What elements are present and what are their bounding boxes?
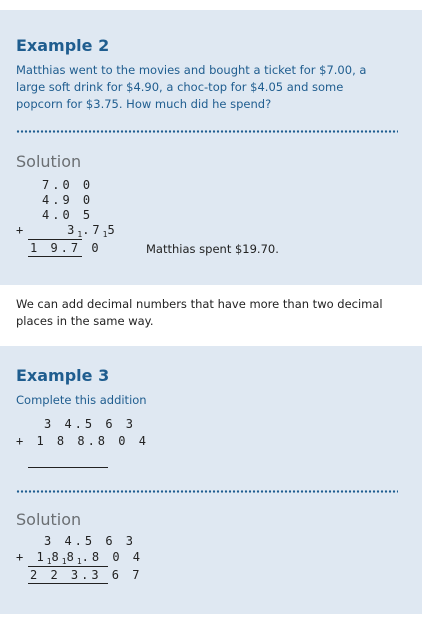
example-2-panel bbox=[0, 10, 422, 285]
sum-line-top bbox=[28, 566, 108, 567]
addend-1: 7.0 0 bbox=[42, 178, 94, 192]
carry-digit: 1 bbox=[61, 557, 67, 566]
digits: .8 0 4 bbox=[81, 550, 144, 564]
digit: 8 bbox=[51, 550, 62, 564]
dotted-divider bbox=[16, 490, 398, 493]
example-2-result: 1 9.7 0 bbox=[30, 241, 102, 255]
digit: .7 bbox=[82, 223, 103, 237]
addend-3: 4.0 5 bbox=[42, 208, 94, 222]
answer-line bbox=[28, 467, 108, 468]
digit: 3 bbox=[67, 223, 78, 237]
plus-sign: + bbox=[16, 550, 27, 564]
carry-digit: 1 bbox=[77, 230, 83, 239]
carry-digit: 1 bbox=[76, 557, 82, 566]
sum-line-bottom bbox=[28, 583, 108, 584]
dotted-divider bbox=[16, 130, 398, 133]
plus-sign: + bbox=[16, 223, 27, 237]
middle-paragraph: We can add decimal numbers that have more than two decimal places in the same way. bbox=[16, 297, 383, 328]
digit: 1 bbox=[36, 550, 47, 564]
addend-4-row bbox=[16, 223, 118, 239]
carry-digit: 1 bbox=[46, 557, 52, 566]
example-2-answer: Matthias spent $19.70. bbox=[146, 242, 279, 256]
example-3-solution-label: Solution bbox=[16, 510, 82, 529]
example-3-prompt: Complete this addition bbox=[16, 393, 147, 407]
addend-2: 4.9 0 bbox=[42, 193, 94, 207]
solution-result: 2 2 3.3 6 7 bbox=[30, 568, 143, 582]
example-2-problem: Matthias went to the movies and bought a ticket for $7.00, a large soft drink for $4.90, a choc-top for $4.05 and some popcorn for $3.75. How much did he spend? bbox=[16, 63, 367, 111]
example-2-heading: Example 2 bbox=[16, 36, 110, 55]
example-3-panel bbox=[0, 346, 422, 614]
example-3-bottom-number: + 1 8 8.8 0 4 bbox=[16, 434, 149, 448]
solution-bottom-number bbox=[16, 550, 143, 566]
sum-line-bottom bbox=[28, 256, 82, 257]
carry-digit: 1 bbox=[102, 230, 108, 239]
sum-line-top bbox=[28, 239, 82, 240]
example-3-top-number: 3 4.5 6 3 bbox=[44, 417, 137, 431]
solution-top-number: 3 4.5 6 3 bbox=[44, 534, 137, 548]
example-2-solution-label: Solution bbox=[16, 152, 82, 171]
example-3-heading: Example 3 bbox=[16, 366, 110, 385]
digit: 5 bbox=[107, 223, 118, 237]
digit: 8 bbox=[66, 550, 77, 564]
